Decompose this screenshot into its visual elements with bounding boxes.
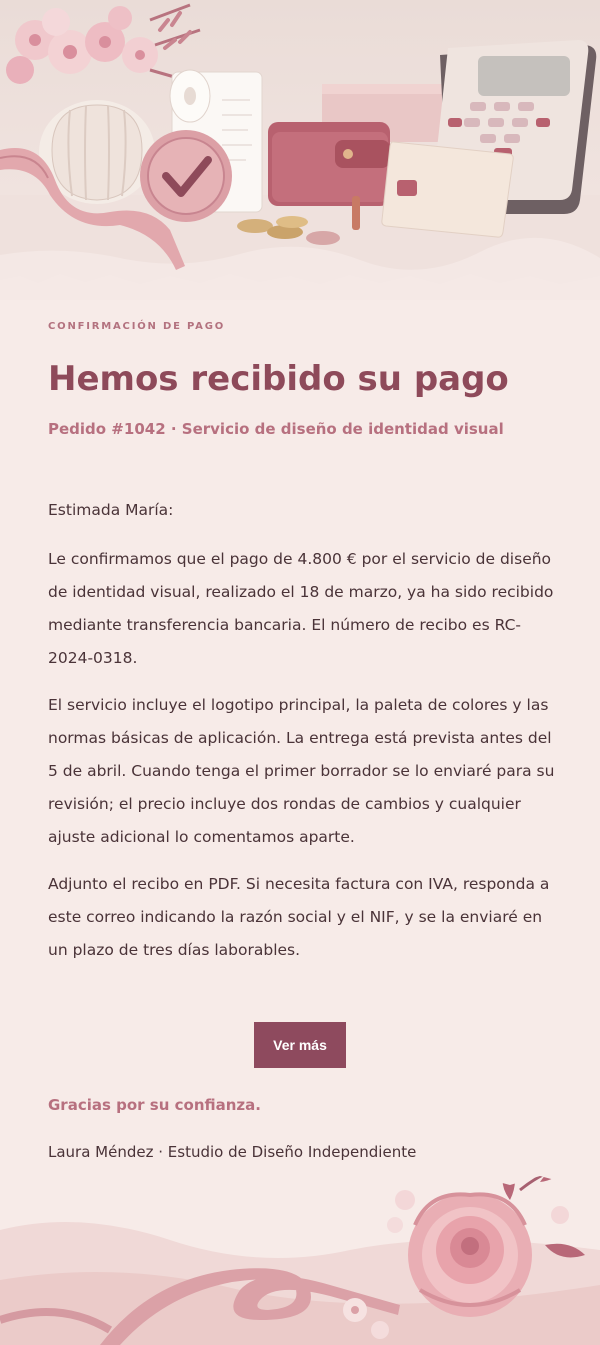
order-subtitle: Pedido #1042 · Servicio de diseño de identidad visual bbox=[48, 420, 504, 438]
signature: Laura Méndez · Estudio de Diseño Independiente bbox=[48, 1143, 417, 1161]
credit-card-icon bbox=[382, 142, 513, 237]
page-title: Hemos recibido su pago bbox=[48, 359, 509, 399]
see-more-button[interactable]: Ver más bbox=[254, 1022, 346, 1068]
email-body bbox=[48, 494, 558, 981]
paragraph-receipt: Adjunto el recibo en PDF. Si necesita factura con IVA, responda a este correo indicando la razón social y el NIF, y se la enviaré en un plazo de tres días laborables. bbox=[48, 875, 550, 959]
paragraph-service: El servicio incluye el logotipo principal, la paleta de colores y las normas básicas de aplicación. La entrega está prevista antes del 5 de abril. Cuando tenga el primer borrador se lo enviaré para su revisión; el precio incluye dos rondas de cambios y cualquier ajuste adicional lo comentamos aparte. bbox=[48, 696, 555, 846]
header-illustration bbox=[0, 0, 600, 300]
thanks-text: Gracias por su confianza. bbox=[48, 1096, 261, 1114]
footer-illustration bbox=[0, 1170, 600, 1345]
greeting: Estimada María: bbox=[48, 501, 174, 519]
eyebrow-label: CONFIRMACIÓN DE PAGO bbox=[48, 321, 226, 332]
checkmark-seal-icon bbox=[140, 130, 232, 222]
paragraph-payment: Le confirmamos que el pago de 4.800 € por el servicio de diseño de identidad visual, realizado el 18 de marzo, ya ha sido recibido mediante transferencia bancaria. El número de recibo es RC-2024-0318. bbox=[48, 550, 554, 667]
